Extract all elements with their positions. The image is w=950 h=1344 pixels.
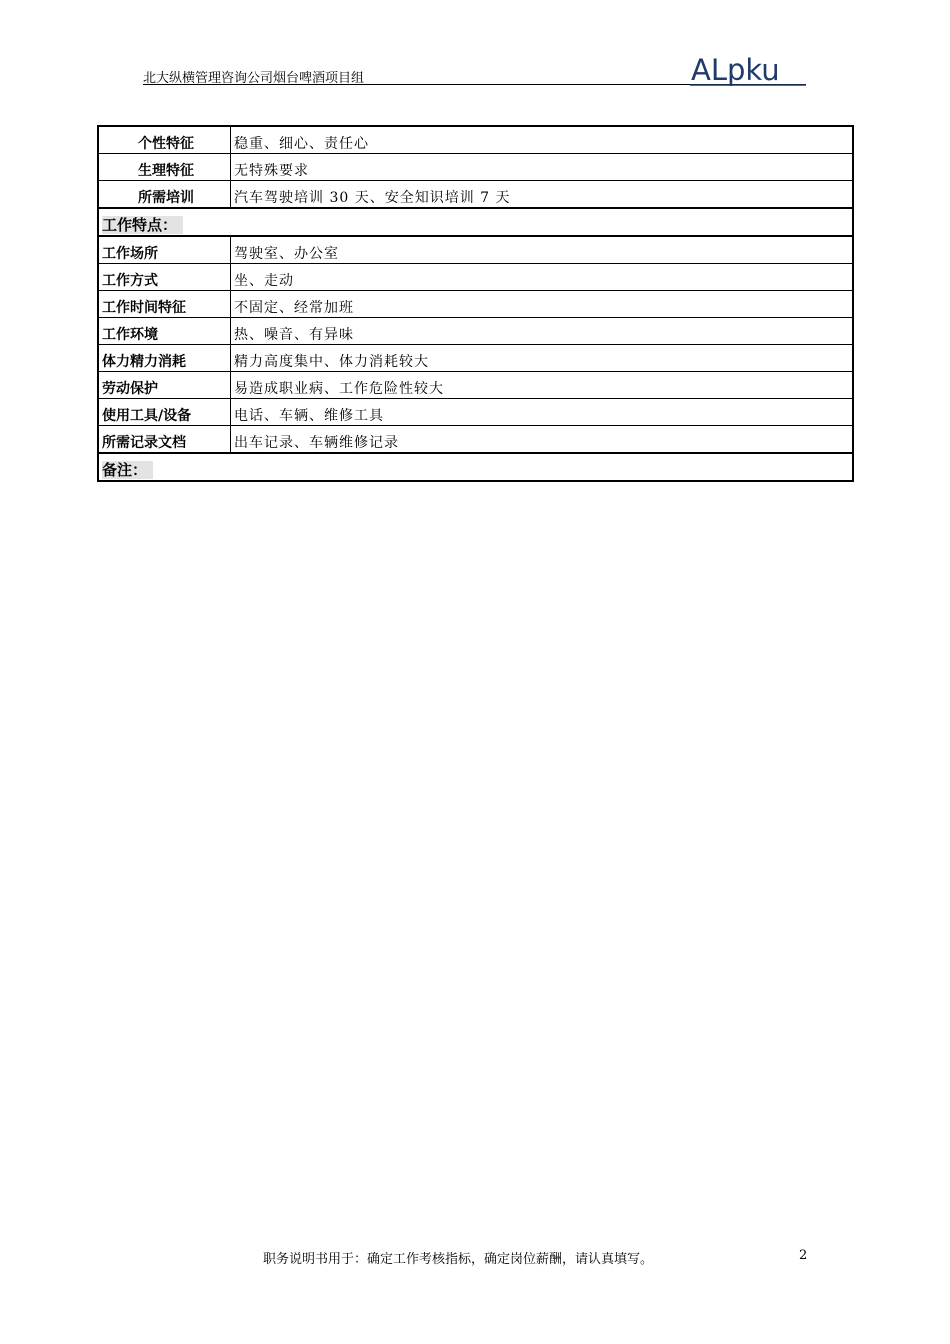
section-work-characteristics	[98, 208, 853, 236]
table-row	[98, 126, 853, 154]
row-label: 工作时间特征	[98, 291, 231, 318]
footer-note: 职务说明书用于：确定工作考核指标，确定岗位薪酬，请认真填写。	[263, 1252, 654, 1267]
job-description-table	[97, 125, 854, 482]
row-value: 电话、车辆、维修工具	[231, 399, 854, 426]
row-label: 使用工具/设备	[98, 399, 231, 426]
row-value: 出车记录、车辆维修记录	[231, 426, 854, 454]
row-label: 工作方式	[98, 264, 231, 291]
row-value: 精力高度集中、体力消耗较大	[231, 345, 854, 372]
row-label: 生理特征	[98, 154, 231, 181]
row-label: 劳动保护	[98, 372, 231, 399]
section-title: 备注：	[102, 461, 153, 479]
table-row	[98, 264, 853, 291]
row-value: 坐、走动	[231, 264, 854, 291]
row-value: 热、噪音、有异味	[231, 318, 854, 345]
row-value: 易造成职业病、工作危险性较大	[231, 372, 854, 399]
page-number: 2	[799, 1248, 808, 1263]
row-label: 所需记录文档	[98, 426, 231, 454]
section-notes	[98, 453, 853, 481]
section-title: 工作特点：	[102, 216, 183, 234]
row-value: 稳重、细心、责任心	[231, 126, 854, 154]
table-row	[98, 372, 853, 399]
table-row	[98, 345, 853, 372]
row-label: 体力精力消耗	[98, 345, 231, 372]
row-label: 工作场所	[98, 236, 231, 264]
row-label: 所需培训	[98, 181, 231, 209]
row-label: 个性特征	[98, 126, 231, 154]
table-row	[98, 236, 853, 264]
row-value: 无特殊要求	[231, 154, 854, 181]
row-label: 工作环境	[98, 318, 231, 345]
company-logo	[690, 52, 808, 88]
header-title: 北大纵横管理咨询公司烟台啤酒项目组	[143, 71, 365, 86]
row-value: 汽车驾驶培训 30 天、安全知识培训 7 天	[231, 181, 854, 209]
table-row	[98, 154, 853, 181]
table-row	[98, 318, 853, 345]
row-value: 不固定、经常加班	[231, 291, 854, 318]
table-row	[98, 399, 853, 426]
table-row	[98, 291, 853, 318]
table-row	[98, 181, 853, 209]
row-value: 驾驶室、办公室	[231, 236, 854, 264]
table-row	[98, 426, 853, 454]
logo-text: ALpku	[691, 53, 780, 87]
